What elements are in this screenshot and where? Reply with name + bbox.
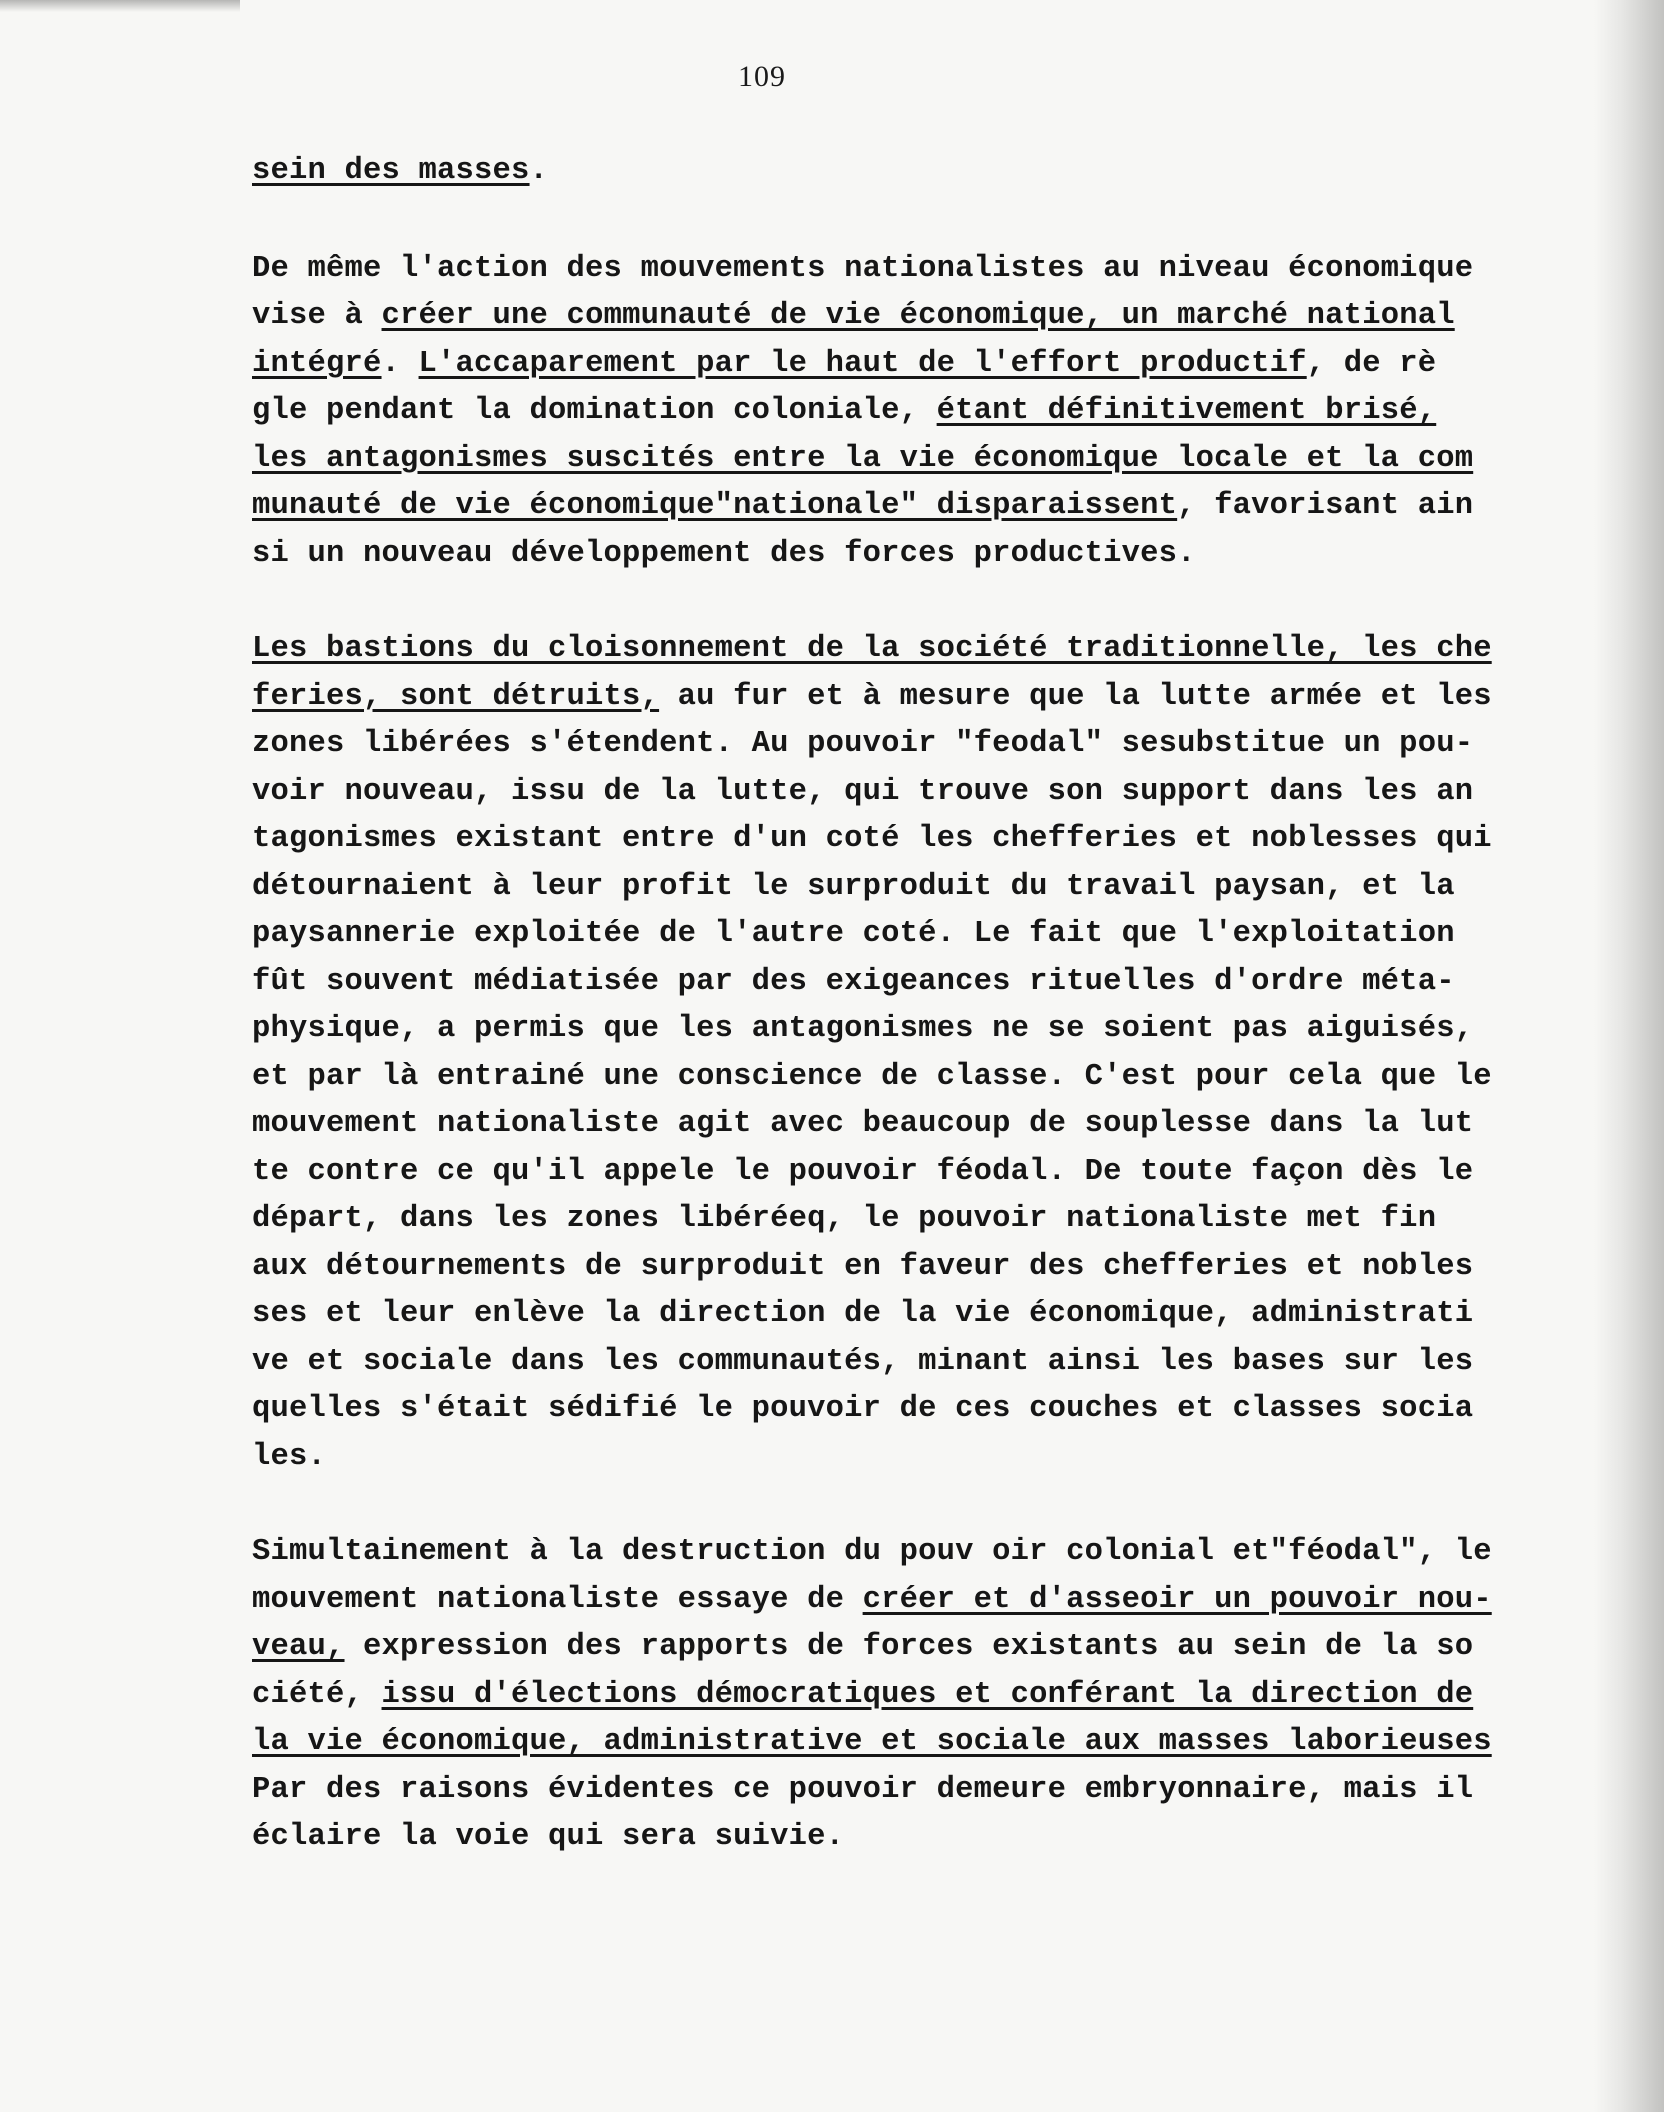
underlined-text: la vie économique, administrative et sociale aux masses laborieuses bbox=[252, 1725, 1492, 1759]
text-run: ciété, bbox=[252, 1677, 382, 1712]
text-line bbox=[252, 293, 1612, 341]
text-line bbox=[252, 1767, 1612, 1815]
text-line bbox=[252, 721, 1612, 769]
text-run: fût souvent médiatisée par des exigeances rituelles d'ordre méta- bbox=[252, 964, 1455, 999]
text-run: les. bbox=[252, 1439, 327, 1474]
text-run: mouvement nationaliste essaye de bbox=[252, 1582, 863, 1617]
paragraph-gap bbox=[252, 578, 1612, 626]
text-run: physique, a permis que les antagonismes ne se soient pas aiguisés, bbox=[252, 1012, 1474, 1046]
text-run: zones libérées s'étendent. Au pouvoir "feodal" sesubstitue un pou- bbox=[252, 727, 1474, 761]
text-line bbox=[252, 436, 1612, 484]
underlined-text: les antagonismes suscités entre la vie économique locale et la com bbox=[252, 441, 1474, 476]
text-run: , favorisant ain bbox=[1177, 489, 1474, 523]
text-run: vise à bbox=[252, 299, 382, 333]
text-line bbox=[252, 1386, 1612, 1434]
text-run: départ, dans les zones libéréeq, le pouvoir nationaliste met fin bbox=[252, 1202, 1437, 1236]
text-line bbox=[252, 1196, 1612, 1244]
text-run: au fur et à mesure que la lutte armée et les bbox=[659, 679, 1492, 714]
text-run: ses et leur enlève la direction de la vie économique, administrati bbox=[252, 1297, 1474, 1331]
text-line bbox=[252, 1244, 1612, 1292]
text-line bbox=[252, 1577, 1612, 1625]
text-line bbox=[252, 911, 1612, 959]
underlined-text: munauté de vie économique"nationale" disparaissent bbox=[252, 489, 1178, 523]
text-line bbox=[252, 959, 1612, 1007]
text-line bbox=[252, 388, 1612, 436]
paragraph bbox=[252, 1529, 1612, 1862]
text-run: ve et sociale dans les communautés, minant ainsi les bases sur les bbox=[252, 1344, 1474, 1379]
underlined-text: issu d'élections démocratiques et conférant la direction de bbox=[381, 1677, 1474, 1712]
underlined-text: veau, bbox=[252, 1630, 345, 1664]
underlined-text: sein des masses bbox=[252, 154, 530, 188]
text-line bbox=[252, 626, 1612, 674]
text-line bbox=[252, 1672, 1612, 1720]
document-body bbox=[252, 148, 1612, 1862]
page-number: 109 bbox=[738, 60, 786, 93]
text-line bbox=[252, 1149, 1612, 1197]
underlined-text: feries, sont détruits, bbox=[252, 679, 660, 714]
text-line bbox=[252, 769, 1612, 817]
paragraph-gap bbox=[252, 1481, 1612, 1529]
text-line bbox=[252, 816, 1612, 864]
text-line bbox=[252, 246, 1612, 294]
paragraph bbox=[252, 626, 1612, 1481]
text-run: mouvement nationaliste agit avec beaucoup de souplesse dans la lut bbox=[252, 1107, 1474, 1141]
text-run: expression des rapports de forces existants au sein de la so bbox=[344, 1630, 1474, 1664]
text-line bbox=[252, 148, 1612, 196]
underlined-text: créer une communauté de vie économique, un marché national bbox=[381, 299, 1455, 333]
text-run: De même l'action des mouvements nationalistes au niveau économique bbox=[252, 251, 1474, 286]
text-line bbox=[252, 341, 1612, 389]
text-run: tagonismes existant entre d'un coté les chefferies et noblesses qui bbox=[252, 822, 1492, 856]
text-run: détournaient à leur profit le surproduit du travail paysan, et la bbox=[252, 869, 1455, 904]
underlined-text: Les bastions du cloisonnement de la société traditionnelle, les che bbox=[252, 632, 1492, 666]
text-line bbox=[252, 1624, 1612, 1672]
text-run: Simultainement à la destruction du pouv oir colonial et"féodal", le bbox=[252, 1535, 1492, 1569]
underlined-text: L'accaparement par le haut de l'effort productif bbox=[418, 346, 1307, 381]
underlined-text: intégré bbox=[252, 346, 382, 381]
scan-smudge bbox=[0, 0, 240, 12]
text-line bbox=[252, 1291, 1612, 1339]
text-run: . bbox=[529, 154, 549, 188]
underlined-text: étant définitivement brisé, bbox=[936, 394, 1437, 428]
text-line bbox=[252, 1101, 1612, 1149]
underlined-text: créer et d'asseoir un pouvoir nou- bbox=[862, 1582, 1492, 1617]
text-line bbox=[252, 483, 1612, 531]
text-run: quelles s'était sédifié le pouvoir de ces couches et classes socia bbox=[252, 1392, 1474, 1426]
paragraph bbox=[252, 148, 1612, 196]
text-line bbox=[252, 531, 1612, 579]
text-line bbox=[252, 674, 1612, 722]
text-line bbox=[252, 864, 1612, 912]
text-run: , de rè bbox=[1306, 346, 1437, 381]
text-run: aux détournements de surproduit en faveur des chefferies et nobles bbox=[252, 1249, 1474, 1284]
paragraph bbox=[252, 246, 1612, 579]
text-run: . bbox=[381, 346, 419, 381]
text-run: voir nouveau, issu de la lutte, qui trouve son support dans les an bbox=[252, 774, 1474, 809]
text-run: gle pendant la domination coloniale, bbox=[252, 394, 937, 428]
text-run: te contre ce qu'il appele le pouvoir féodal. De toute façon dès le bbox=[252, 1154, 1474, 1189]
text-line bbox=[252, 1434, 1612, 1482]
text-run: éclaire la voie qui sera suivie. bbox=[252, 1820, 845, 1854]
text-line bbox=[252, 1814, 1612, 1862]
paragraph-gap bbox=[252, 196, 1612, 246]
text-line bbox=[252, 1339, 1612, 1387]
text-line bbox=[252, 1719, 1612, 1767]
text-line bbox=[252, 1529, 1612, 1577]
text-line bbox=[252, 1006, 1612, 1054]
text-run: si un nouveau développement des forces productives. bbox=[252, 536, 1196, 571]
text-run: Par des raisons évidentes ce pouvoir demeure embryonnaire, mais il bbox=[252, 1772, 1474, 1807]
text-line bbox=[252, 1054, 1612, 1102]
text-run: et par là entrainé une conscience de classe. C'est pour cela que le bbox=[252, 1059, 1492, 1094]
text-run: paysannerie exploitée de l'autre coté. Le fait que l'exploitation bbox=[252, 917, 1455, 951]
